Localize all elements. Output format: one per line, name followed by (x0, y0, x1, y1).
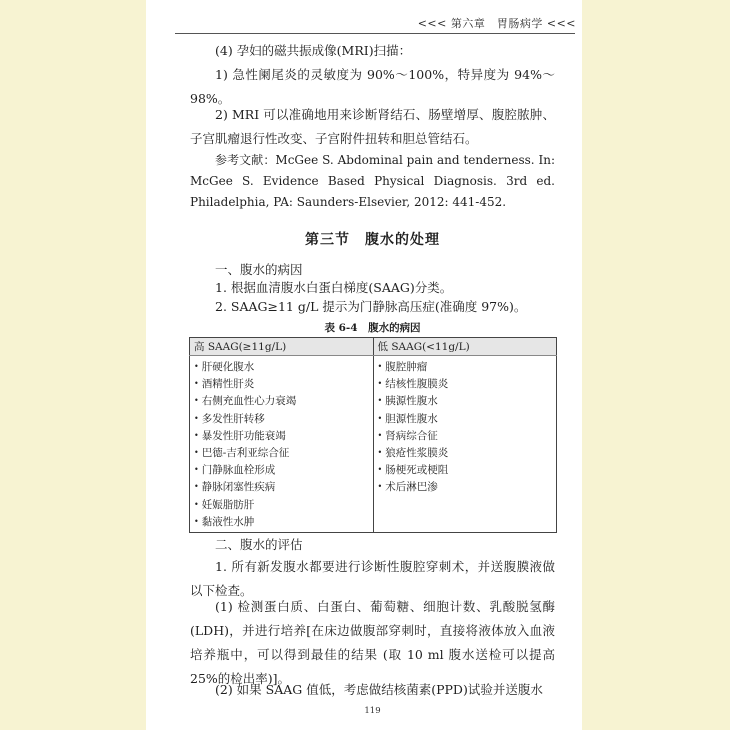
list-item: • 暴发性肝功能衰竭 (194, 427, 369, 444)
mri-point-1: 1) 急性阑尾炎的灵敏度为 90%～100%，特异度为 94%～98%。 (190, 67, 555, 106)
mri-heading: (4) 孕妇的磁共振成像(MRI)扫描： (215, 43, 412, 58)
running-header: <<< 第六章 胃肠病学 <<< (417, 17, 576, 30)
evaluation-item-1: 1. 所有新发腹水都要进行诊断性腹腔穿刺术，并送腹膜液做以下检查。 (190, 559, 555, 598)
list-item: • 肾病综合征 (378, 427, 553, 444)
list-item: • 巴德-吉利亚综合征 (194, 444, 369, 461)
header-rule (175, 33, 575, 34)
reference-citation: 参考文献：McGee S. Abdominal pain and tenderness. In: McGee S. Evidence Based Physical Diagnosis. 3rd ed. Philadelphia, PA: Saunders-Elsevier, 2012: 441-452. (190, 153, 555, 209)
list-item: • 黏液性水肿 (194, 513, 369, 530)
column-header-low-saag: 低 SAAG(<11g/L) (373, 338, 557, 356)
section-title: 第三节 腹水的处理 (305, 232, 440, 248)
causes-item-2: 2. SAAG≥11 g/L 提示为门静脉高压症(准确度 97%)。 (215, 299, 527, 314)
causes-item-1: 1. 根据血清腹水白蛋白梯度(SAAG)分类。 (215, 280, 453, 295)
list-item: • 术后淋巴渗 (378, 478, 553, 495)
list-item: • 狼疮性浆膜炎 (378, 444, 553, 461)
causes-heading: 一、腹水的病因 (215, 262, 303, 277)
ascites-cause-table (189, 337, 557, 533)
mri-point-2: 2) MRI 可以准确地用来诊断肾结石、肠壁增厚、腹腔脓肿、子宫肌瘤退行性改变、子宫附件扭转和胆总管结石。 (190, 107, 555, 146)
column-header-high-saag: 高 SAAG(≥11g/L) (190, 338, 374, 356)
list-item: • 右侧充血性心力衰竭 (194, 392, 369, 409)
list-item: • 静脉闭塞性疾病 (194, 478, 369, 495)
list-item: • 腹腔肿瘤 (378, 358, 553, 375)
list-item: • 胰源性腹水 (378, 392, 553, 409)
evaluation-heading: 二、腹水的评估 (215, 537, 303, 552)
page-number: 119 (364, 706, 381, 716)
table-caption: 表 6-4 腹水的病因 (324, 322, 421, 334)
list-item: • 门静脉血栓形成 (194, 461, 369, 478)
list-item: • 结核性腹膜炎 (378, 375, 553, 392)
evaluation-sub-2: (2) 如果 SAAG 值低，考虑做结核菌素(PPD)试验并送腹水 (215, 682, 543, 697)
evaluation-sub-1: (1) 检测蛋白质、白蛋白、葡萄糖、细胞计数、乳酸脱氢酶(LDH)，并进行培养[在床边做腹部穿刺时，直接将液体放入血液培养瓶中，可以得到最佳的结果 (取 10 ml 腹水送检可以提高 25%的检出率)]。 (190, 599, 555, 686)
high-saag-column (190, 356, 374, 533)
list-item: • 肠梗死或梗阻 (378, 461, 553, 478)
list-item: • 多发性肝转移 (194, 410, 369, 427)
list-item: • 肝硬化腹水 (194, 358, 369, 375)
list-item: • 胆源性腹水 (378, 410, 553, 427)
list-item: • 妊娠脂肪肝 (194, 496, 369, 513)
low-saag-column (373, 356, 557, 533)
list-item: • 酒精性肝炎 (194, 375, 369, 392)
